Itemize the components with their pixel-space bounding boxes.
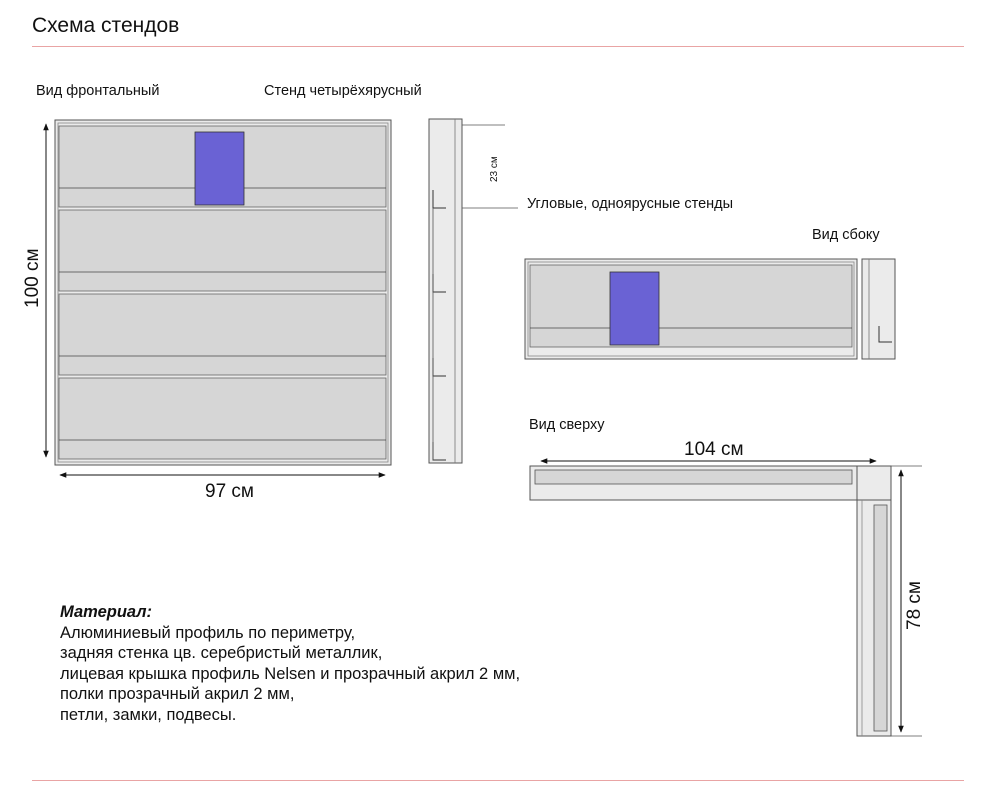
material-line: полки прозрачный акрил 2 мм,	[60, 685, 295, 703]
page-title: Схема стендов	[32, 14, 180, 37]
material-line: лицевая крышка профиль Nelsen и прозрачный акрил 2 мм,	[60, 664, 521, 683]
front-view-stand	[55, 120, 391, 465]
material-line: задняя стенка цв. серебристый металлик,	[60, 644, 383, 662]
top-length-dimension: 104 см	[684, 439, 744, 460]
height-dimension: 100 см	[22, 248, 43, 308]
tier-height-dimension: 23 см	[489, 156, 500, 182]
shelf-tier	[59, 210, 386, 291]
shelf-tier	[59, 378, 386, 459]
sample-sheet	[610, 272, 659, 345]
front-view-label: Вид фронтальный	[36, 83, 160, 99]
corner-stand-label: Угловые, одноярусные стенды	[527, 196, 734, 212]
top-view-label: Вид сверху	[529, 417, 605, 433]
four-tier-side-profile	[429, 119, 462, 463]
material-line: Алюминиевый профиль по периметру,	[60, 623, 356, 642]
material-heading: Материал:	[60, 603, 153, 621]
width-dimension: 97 см	[205, 481, 254, 502]
sample-sheet	[195, 132, 244, 205]
side-view-profile	[862, 259, 895, 359]
four-tier-label: Стенд четырёхярусный	[264, 83, 422, 99]
material-block	[60, 602, 520, 725]
corner-stand-front	[525, 259, 857, 359]
top-depth-dimension: 78 см	[904, 581, 925, 630]
material-line: петли, замки, подвесы.	[60, 705, 237, 724]
side-view-label: Вид сбоку	[812, 227, 880, 243]
top-view-plan	[530, 466, 891, 736]
shelf-tier	[59, 294, 386, 375]
